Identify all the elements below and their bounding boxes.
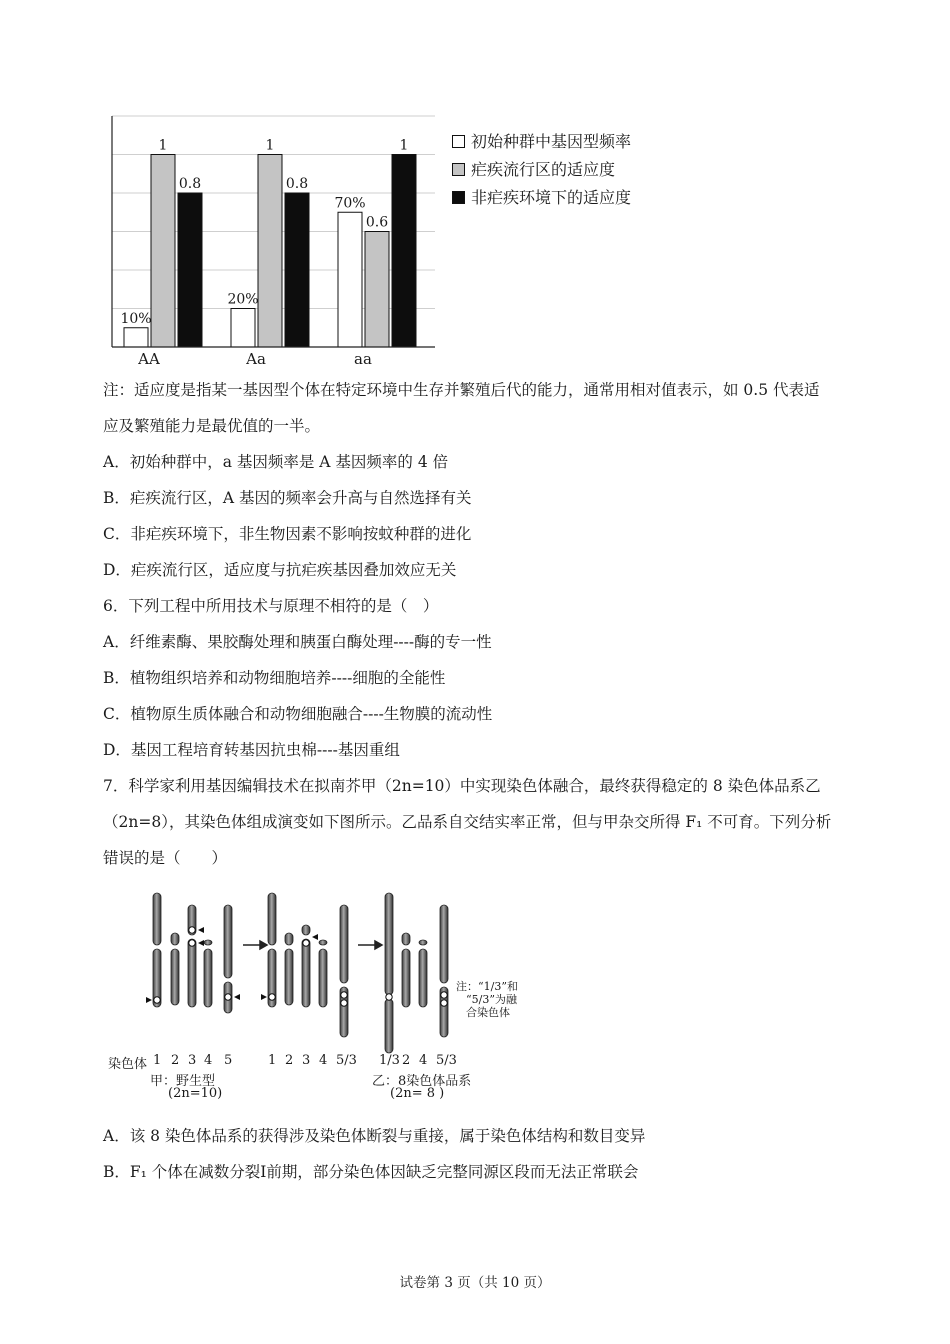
cut-site-marker xyxy=(312,934,318,940)
chart-bar xyxy=(365,232,389,348)
chart-note-line2: 应及繁殖能力是最优值的一半。 xyxy=(103,417,321,435)
edit-site-marker xyxy=(189,940,195,946)
edit-site-marker xyxy=(225,994,231,1000)
chromosome-arm xyxy=(319,940,327,945)
chromosome-arm xyxy=(302,925,310,935)
chromosome-arm xyxy=(188,939,196,1007)
chromosome-number-label: 1/3 xyxy=(379,1053,400,1068)
genotype-bar-chart xyxy=(105,108,440,368)
chromosome-number-label: 2 xyxy=(171,1053,180,1068)
chart-bar xyxy=(124,328,148,347)
chromosome-arm xyxy=(285,933,293,945)
figure-caption-yi-sub: (2n= 8 ) xyxy=(390,1086,445,1101)
chromosome-arm xyxy=(171,933,179,945)
chromosome-arm xyxy=(302,939,310,1007)
chromosome-number-label: 2 xyxy=(285,1053,294,1068)
chromosome-number-label: 5/3 xyxy=(436,1053,457,1068)
chromosome xyxy=(319,940,327,1007)
legend-label: 非疟疾环境下的适应度 xyxy=(471,188,632,207)
chromosome-number-label: 5 xyxy=(224,1053,233,1068)
chart-data-label: 20% xyxy=(227,291,259,308)
chart-category-label: aa xyxy=(354,350,372,368)
chromosome-arm xyxy=(204,949,212,1007)
chart-category-labels xyxy=(137,350,372,368)
edit-site-marker xyxy=(303,940,309,946)
chromosome-number-label: 1 xyxy=(268,1053,277,1068)
edit-site-marker xyxy=(341,992,347,998)
edit-site-marker xyxy=(189,927,195,933)
chromosome-set xyxy=(146,893,448,1053)
figure-note-line3: 合染色体 xyxy=(466,1006,510,1019)
chromosome xyxy=(385,893,393,1053)
q7-option-a: A．该 8 染色体品系的获得涉及染色体断裂与重接，属于染色体结构和数目变异 xyxy=(103,1127,646,1145)
chromosome-arm xyxy=(340,905,348,983)
chromosome xyxy=(340,905,348,1037)
chromosome xyxy=(204,940,212,1007)
q7-stem-line3: 错误的是（ ） xyxy=(103,849,228,867)
cut-site-marker xyxy=(198,927,204,933)
edit-site-marker xyxy=(441,992,447,998)
q5-option-d: D．疟疾流行区，适应度与抗疟疾基因叠加效应无关 xyxy=(103,561,457,579)
q7-stem-line2: （2n=8），其染色体组成演变如下图所示。乙品系自交结实率正常，但与甲杂交所得 F₁ 不可育。下列分析 xyxy=(103,813,832,831)
chromosome-arm xyxy=(385,893,393,995)
figure-note xyxy=(456,980,518,1019)
chart-bars xyxy=(124,155,416,348)
figure-caption-jia: 甲：野生型 xyxy=(150,1074,216,1089)
chromosome-number-label: 4 xyxy=(319,1053,328,1068)
q6-option-b: B．植物组织培养和动物细胞培养----细胞的全能性 xyxy=(103,669,446,687)
chromosome-arm xyxy=(268,893,276,945)
legend-label: 初始种群中基因型频率 xyxy=(471,132,632,151)
q6-option-a: A．纤维素酶、果胶酶处理和胰蛋白酶处理----酶的专一性 xyxy=(103,633,492,651)
chromosome-number-label: 3 xyxy=(302,1053,311,1068)
chart-bar xyxy=(258,155,282,348)
chart-bar xyxy=(178,193,202,347)
chromosome xyxy=(188,905,196,1007)
chromosome-arm xyxy=(171,949,179,1005)
legend-swatch-white xyxy=(452,135,465,148)
chromosome xyxy=(419,940,427,1007)
q6-option-d: D．基因工程培育转基因抗虫棉----基因重组 xyxy=(103,741,400,759)
legend-item-malaria-fitness xyxy=(452,160,615,180)
chromosome-row-label: 染色体 xyxy=(108,1057,148,1072)
chart-bar xyxy=(151,155,175,348)
edit-site-marker xyxy=(386,994,392,1000)
chromosome xyxy=(440,905,448,1037)
q6-option-c: C．植物原生质体融合和动物细胞融合----生物膜的流动性 xyxy=(103,705,493,723)
figure-caption-jia-sub: (2n=10) xyxy=(168,1086,223,1101)
chromosome-arm xyxy=(419,940,427,945)
chart-data-label: 1 xyxy=(265,137,275,154)
arrow-icon xyxy=(243,941,267,949)
chromosome-arm xyxy=(440,905,448,983)
q7-stem-line1: 7．科学家利用基因编辑技术在拟南芥甲（2n=10）中实现染色体融合，最终获得稳定的 8 染色体品系乙 xyxy=(103,777,821,795)
legend-item-nonmalaria-fitness xyxy=(452,188,631,208)
chromosome xyxy=(171,933,179,1005)
chromosome xyxy=(302,925,310,1007)
chart-data-label: 0.8 xyxy=(178,176,202,192)
chromosome-number-label: 3 xyxy=(188,1053,197,1068)
chart-bar xyxy=(285,193,309,347)
chart-note-line1: 注：适应度是指某一基因型个体在特定环境中生存并繁殖后代的能力，通常用相对值表示，如 0.5 代表适 xyxy=(103,381,820,399)
cut-site-marker xyxy=(261,994,267,1000)
chart-category-label: Aa xyxy=(246,350,266,368)
chromosome xyxy=(402,933,410,1007)
q7-option-b: B．F₁ 个体在减数分裂Ⅰ前期，部分染色体因缺乏完整同源区段而无法正常联会 xyxy=(103,1163,639,1181)
legend-label: 疟疾流行区的适应度 xyxy=(471,160,616,179)
chromosome-arm xyxy=(285,949,293,1005)
chart-data-label: 1 xyxy=(399,137,409,154)
chromosome xyxy=(285,933,293,1005)
chromosome-number-label: 1 xyxy=(153,1053,162,1068)
legend-swatch-black xyxy=(452,191,465,204)
figure-note-line2: “5/3”为融 xyxy=(466,993,517,1006)
chart-data-label: 10% xyxy=(120,310,152,327)
chromosome-number-label: 4 xyxy=(204,1053,213,1068)
edit-site-marker xyxy=(341,1000,347,1006)
cut-site-marker xyxy=(146,997,152,1003)
chart-bar xyxy=(392,155,416,348)
legend-swatch-gray xyxy=(452,163,465,176)
chromosome-number-label: 5/3 xyxy=(336,1053,357,1068)
chromosome-arm xyxy=(319,949,327,1007)
q5-option-b: B．疟疾流行区，A 基因的频率会升高与自然选择有关 xyxy=(103,489,472,507)
chromosome-arm xyxy=(153,893,161,945)
chart-category-label: AA xyxy=(138,350,160,368)
chromosome-arm xyxy=(419,949,427,1007)
chromosome-arm xyxy=(402,933,410,945)
chart-bar xyxy=(338,212,362,347)
chromosome-evolution-figure xyxy=(100,885,470,1060)
figure-caption-yi: 乙：8染色体品系 xyxy=(372,1074,472,1089)
figure-note-line1: 注：“1/3”和 xyxy=(456,980,518,993)
chart-data-label: 0.8 xyxy=(285,176,309,192)
chromosome-arm xyxy=(402,949,410,1007)
chromosome-number-label: 4 xyxy=(419,1053,428,1068)
q5-option-a: A．初始种群中，a 基因频率是 A 基因频率的 4 倍 xyxy=(103,453,449,471)
cut-site-marker xyxy=(234,994,240,1000)
chromosome xyxy=(153,893,161,1007)
edit-site-marker xyxy=(269,994,275,1000)
q5-option-c: C．非疟疾环境下，非生物因素不影响按蚊种群的进化 xyxy=(103,525,472,543)
page-footer: 试卷第 3 页（共 10 页） xyxy=(399,1275,551,1291)
legend-item-initial-frequency xyxy=(452,132,631,152)
chromosome-arm xyxy=(204,940,212,945)
chromosome-number-label: 2 xyxy=(402,1053,411,1068)
chart-data-label: 70% xyxy=(334,195,366,212)
chromosome xyxy=(268,893,276,1007)
cut-site-marker xyxy=(198,940,204,946)
chromosome-arm xyxy=(224,905,232,978)
edit-site-marker xyxy=(441,1000,447,1006)
chart-data-label: 1 xyxy=(158,137,168,154)
chart-data-label: 0.6 xyxy=(365,214,389,231)
chromosome-arm xyxy=(385,999,393,1053)
edit-site-marker xyxy=(154,997,160,1003)
q6-stem: 6．下列工程中所用技术与原理不相符的是（ ） xyxy=(103,597,439,615)
arrow-icon xyxy=(358,941,382,949)
chart-bar xyxy=(231,309,255,348)
